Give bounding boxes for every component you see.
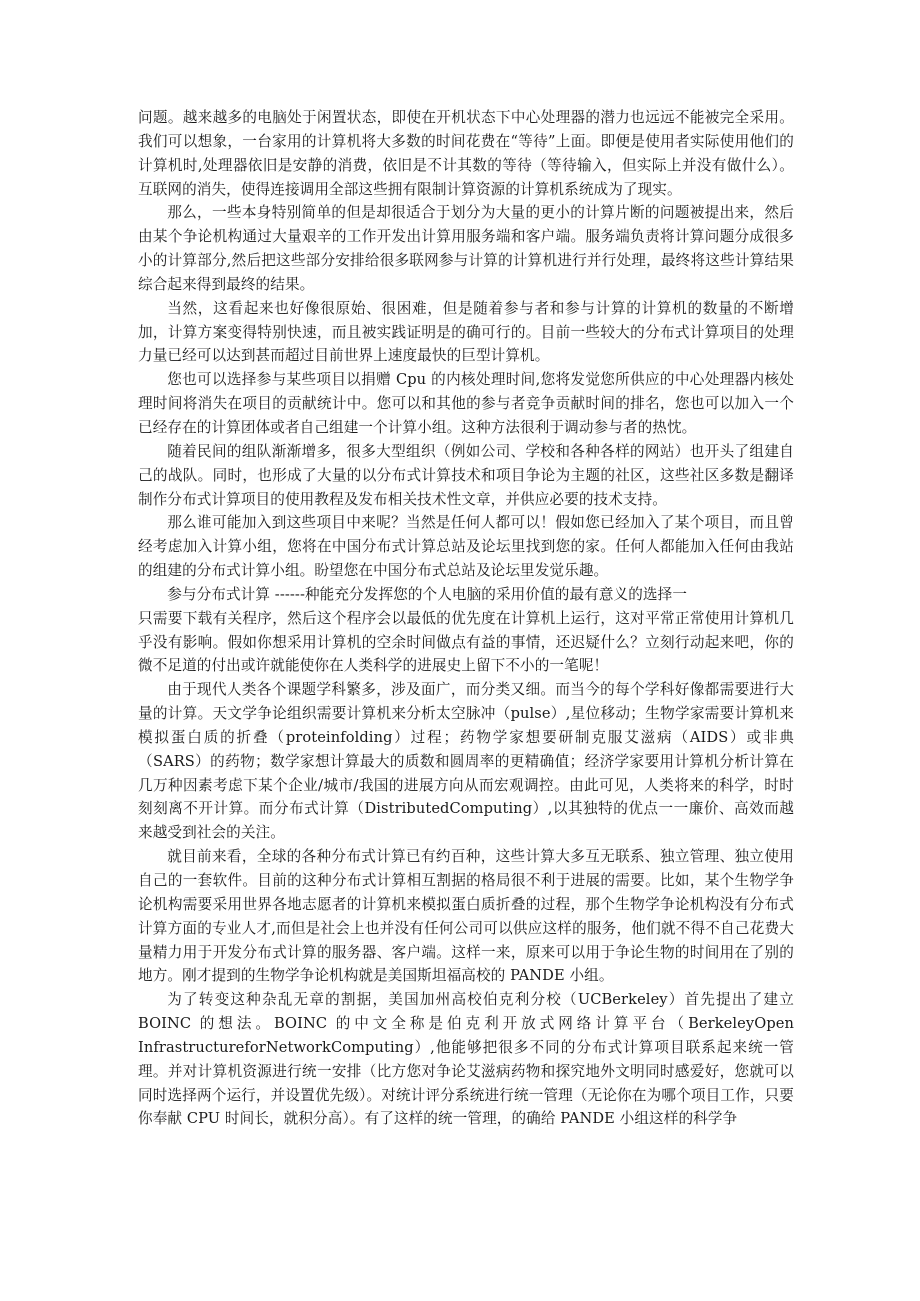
paragraph-10: 就目前来看，全球的各种分布式计算已有约百种，这些计算大多互无联系、独立管理、独立使用自己的一套软件。目前的这种分布式计算相互割据的格局很不利于进展的需要。比如，某个生物学争论机构需要采用世界各地志愿者的计算机来模拟蛋白质折叠的过程，那个生物学争论机构没有分布式计算方面的专业人才,而但是社会上也并没有任何公司可以供应这样的服务，他们就不得不自己花费大量精力用于开发分布式计算的服务器、客户端。这样一来，原来可以用于争论生物的时间用在了别的地方。刚才提到的生物学争论机构就是美国斯坦福高校的 PANDE 小组。 — [138, 848, 794, 985]
document-body — [138, 106, 794, 1131]
paragraph-9: 由于现代人类各个课题学科繁多，涉及面广，而分类又细。而当今的每个学科好像都需要进行大量的计算。天文学争论组织需要计算机来分析太空脉冲（pulse）,星位移动；生物学家需要计算机来模拟蛋白质的折叠（proteinfolding）过程；药物学家想要研制克服艾滋病（AIDS）或非典（SARS）的药物；数学家想计算最大的质数和圆周率的更精确值；经济学家要用计算机分析计算在几万种因素考虑下某个企业/城市/我国的进展方向从而宏观调控。由此可见，人类将来的科学，时时刻刻离不开计算。而分布式计算（DistributedComputing）,以其独特的优点一一廉价、高效而越来越受到社会的关注。 — [138, 681, 794, 842]
paragraph-11: 为了转变这种杂乱无章的割据，美国加州高校伯克利分校（UCBerkeley）首先提出了建立 BOINC 的想法。BOINC 的中文全称是伯克利开放式网络计算平台（BerkeleyOpen InfrastructureforNetworkComputing）,他能够把很多不同的分布式计算项目联系起来统一管理。并对计算机资源进行统一安排（比方您对争论艾滋病药物和探究地外文明同时感爱好，您就可以同时选择两个运行，并设置优先级）。对统计评分系统进行统一管理（无论你在为哪个项目工作，只要你奉献 CPU 时间长，就积分高）。有了这样的统一管理，的确给 PANDE 小组这样的科学争 — [138, 991, 794, 1128]
paragraph-4: 您也可以选择参与某些项目以捐赠 Cpu 的内核处理时间,您将发觉您所供应的中心处理器内核处理时间将消失在项目的贡献统计中。您可以和其他的参与者竞争贡献时间的排名，您也可以加入一个已经存在的计算团体或者自己组建一个计算小组。这种方法很利于调动参与者的热忱。 — [138, 371, 794, 436]
paragraph-3: 当然，这看起来也好像很原始、很困难，但是随着参与者和参与计算的计算机的数量的不断增加，计算方案变得特别快速，而且被实践证明是的确可行的。目前一些较大的分布式计算项目的处理力量已经可以达到甚而超过目前世界上速度最快的巨型计算机。 — [138, 299, 794, 365]
paragraph-5: 随着民间的组队渐渐增多，很多大型组织（例如公司、学校和各种各样的网站）也开头了组建自己的战队。同时，也形成了大量的以分布式计算技术和项目争论为主题的社区，这些社区多数是翻译制作分布式计算项目的使用教程及发布相关技术性文章，并供应必要的技术支持。 — [138, 442, 794, 508]
paragraph-8: 只需要下载有关程序，然后这个程序会以最低的优先度在计算机上运行，这对平常正常使用计算机几乎没有影响。假如你想采用计算机的空余时间做点有益的事情，还迟疑什么？立刻行动起来吧，你的微不足道的付出或许就能使你在人类科学的进展史上留下不小的一笔呢！ — [138, 609, 794, 675]
paragraph-7: 参与分布式计算 ------种能充分发挥您的个人电脑的采用价值的最有意义的选择一 — [167, 585, 688, 603]
paragraph-1: 问题。越来越多的电脑处于闲置状态，即使在开机状态下中心处理器的潜力也远远不能被完全采用。我们可以想象，一台家用的计算机将大多数的时间花费在“等待”上面。即便是使用者实际使用他们的计算机时,处理器依旧是安静的消费，依旧是不计其数的等待（等待输入，但实际上并没有做什么）。互联网的消失，使得连接调用全部这些拥有限制计算资源的计算机系统成为了现实。 — [138, 109, 794, 198]
paragraph-2: 那么，一些本身特别简单的但是却很适合于划分为大量的更小的计算片断的问题被提出来，然后由某个争论机构通过大量艰辛的工作开发出计算用服务端和客户端。服务端负责将计算问题分成很多小的计算部分,然后把这些部分安排给很多联网参与计算的计算机进行并行处理，最终将这些计算结果综合起来得到最终的结果。 — [138, 204, 794, 293]
paragraph-6: 那么谁可能加入到这些项目中来呢？当然是任何人都可以！假如您已经加入了某个项目，而且曾经考虑加入计算小组，您将在中国分布式计算总站及论坛里找到您的家。任何人都能加入任何由我站的组建的分布式计算小组。盼望您在中国分布式总站及论坛里发觉乐趣。 — [138, 514, 794, 580]
